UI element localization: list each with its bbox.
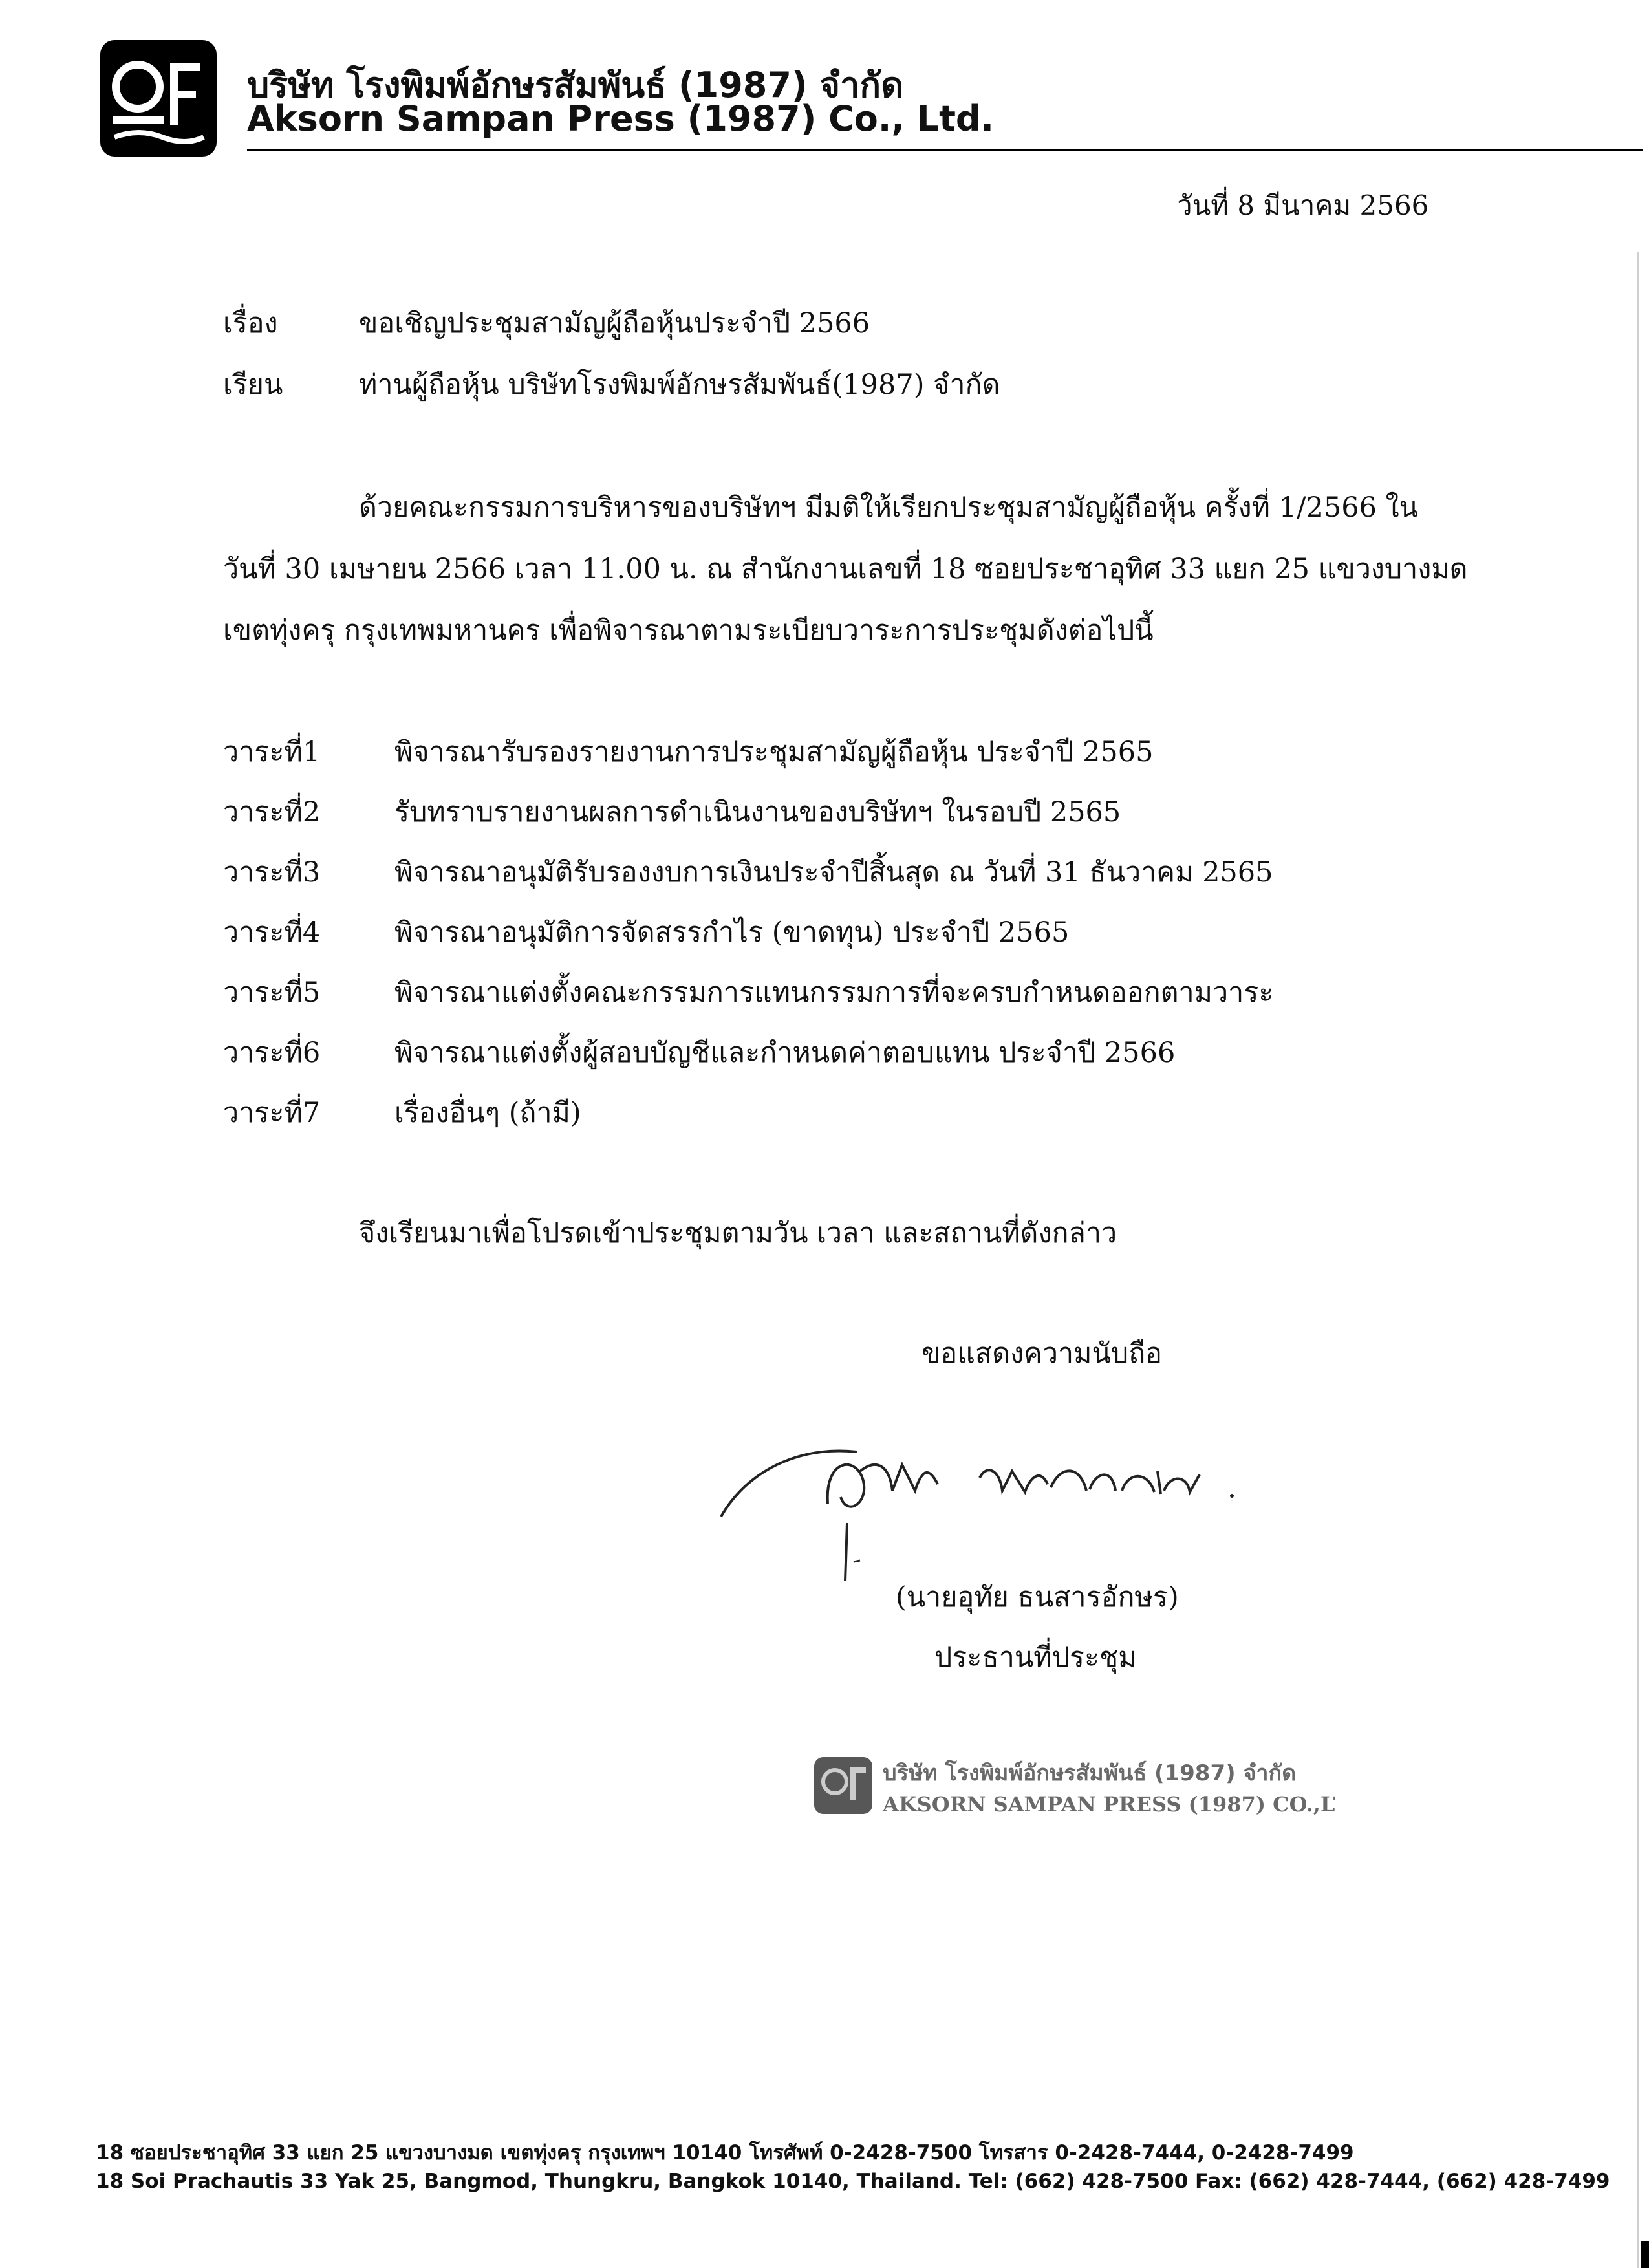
company-stamp (812, 1749, 1335, 1820)
agenda-number: วาระที่6 (223, 1037, 321, 1069)
agenda-item: พิจารณารับรองรายงานการประชุมสามัญผู้ถือหุ้น ประจำปี 2565 (394, 736, 1154, 768)
agenda-item: พิจารณาอนุมัติรับรองงบการเงินประจำปีสิ้นสุด ณ วันที่ 31 ธันวาคม 2565 (394, 856, 1273, 889)
scan-edge-line (1637, 252, 1639, 2268)
salutation-text: ท่านผู้ถือหุ้น บริษัทโรงพิมพ์อักษรสัมพันธ์(1987) จำกัด (359, 369, 1000, 401)
agenda-item: เรื่องอื่นๆ (ถ้ามี) (394, 1097, 581, 1129)
complimentary-close: ขอแสดงความนับถือ (921, 1337, 1163, 1370)
company-logo-icon (100, 40, 217, 157)
footer-address-thai: 18 ซอยประชาอุทิศ 33 แยก 25 แขวงบางมด เขตทุ่งครุ กรุงเทพฯ 10140 โทรศัพท์ 0-2428-7500 โทรสาร 0-2428-7444, 0-2428-7499 (96, 2141, 1354, 2165)
body-line-2: วันที่ 30 เมษายน 2566 เวลา 11.00 น. ณ สำนักงานเลขที่ 18 ซอยประชาอุทิศ 33 แยก 25 แขวงบางมด (223, 553, 1468, 585)
closing-sentence: จึงเรียนมาเพื่อโปรดเข้าประชุมตามวัน เวลา และสถานที่ดังกล่าว (359, 1217, 1117, 1249)
signer-title: ประธานที่ประชุม (934, 1641, 1137, 1674)
agenda-item: พิจารณาอนุมัติการจัดสรรกำไร (ขาดทุน) ประจำปี 2565 (394, 916, 1070, 949)
agenda-number: วาระที่3 (223, 856, 321, 889)
body-line-1: ด้วยคณะกรรมการบริหารของบริษัทฯ มีมติให้เรียกประชุมสามัญผู้ถือหุ้น ครั้งที่ 1/2566 ใน (359, 491, 1418, 524)
header-divider (247, 149, 1643, 151)
agenda-item: พิจารณาแต่งตั้งคณะกรรมการแทนกรรมการที่จะครบกำหนดออกตามวาระ (394, 977, 1274, 1009)
body-line-3: เขตทุ่งครุ กรุงเทพมหานคร เพื่อพิจารณาตามระเบียบวาระการประชุมดังต่อไปนี้ (223, 614, 1154, 647)
scan-corner-mark (1641, 2241, 1649, 2268)
company-name-thai: บริษัท โรงพิมพ์อักษรสัมพันธ์ (1987) จำกัด (247, 65, 904, 105)
agenda-number: วาระที่2 (223, 796, 321, 828)
subject-label: เรื่อง (223, 307, 278, 340)
agenda-number: วาระที่7 (223, 1097, 321, 1129)
handwritten-signature (708, 1420, 1251, 1588)
signer-name: (นายอุทัย ธนสารอักษร) (896, 1581, 1179, 1614)
agenda-item: พิจารณาแต่งตั้งผู้สอบบัญชีและกำหนดค่าตอบแทน ประจำปี 2566 (394, 1037, 1176, 1069)
company-name-english: Aksorn Sampan Press (1987) Co., Ltd. (247, 98, 995, 139)
agenda-number: วาระที่1 (223, 736, 321, 768)
agenda-number: วาระที่4 (223, 916, 321, 949)
agenda-item: รับทราบรายงานผลการดำเนินงานของบริษัทฯ ในรอบปี 2565 (394, 796, 1121, 828)
letter-date: วันที่ 8 มีนาคม 2566 (1177, 189, 1429, 221)
footer-address-english: 18 Soi Prachautis 33 Yak 25, Bangmod, Thungkru, Bangkok 10140, Thailand. Tel: (662) 428-7500 Fax: (662) 428-7444, (662) 428-7499 (96, 2170, 1610, 2193)
salutation-label: เรียน (223, 369, 283, 401)
agenda-number: วาระที่5 (223, 977, 321, 1009)
subject-text: ขอเชิญประชุมสามัญผู้ถือหุ้นประจำปี 2566 (359, 307, 870, 340)
stamp-line-2: AKSORN SAMPAN PRESS (1987) CO.,LTD. (883, 1792, 1335, 1817)
stamp-line-1: บริษัท โรงพิมพ์อักษรสัมพันธ์ (1987) จำกัด (883, 1760, 1297, 1786)
